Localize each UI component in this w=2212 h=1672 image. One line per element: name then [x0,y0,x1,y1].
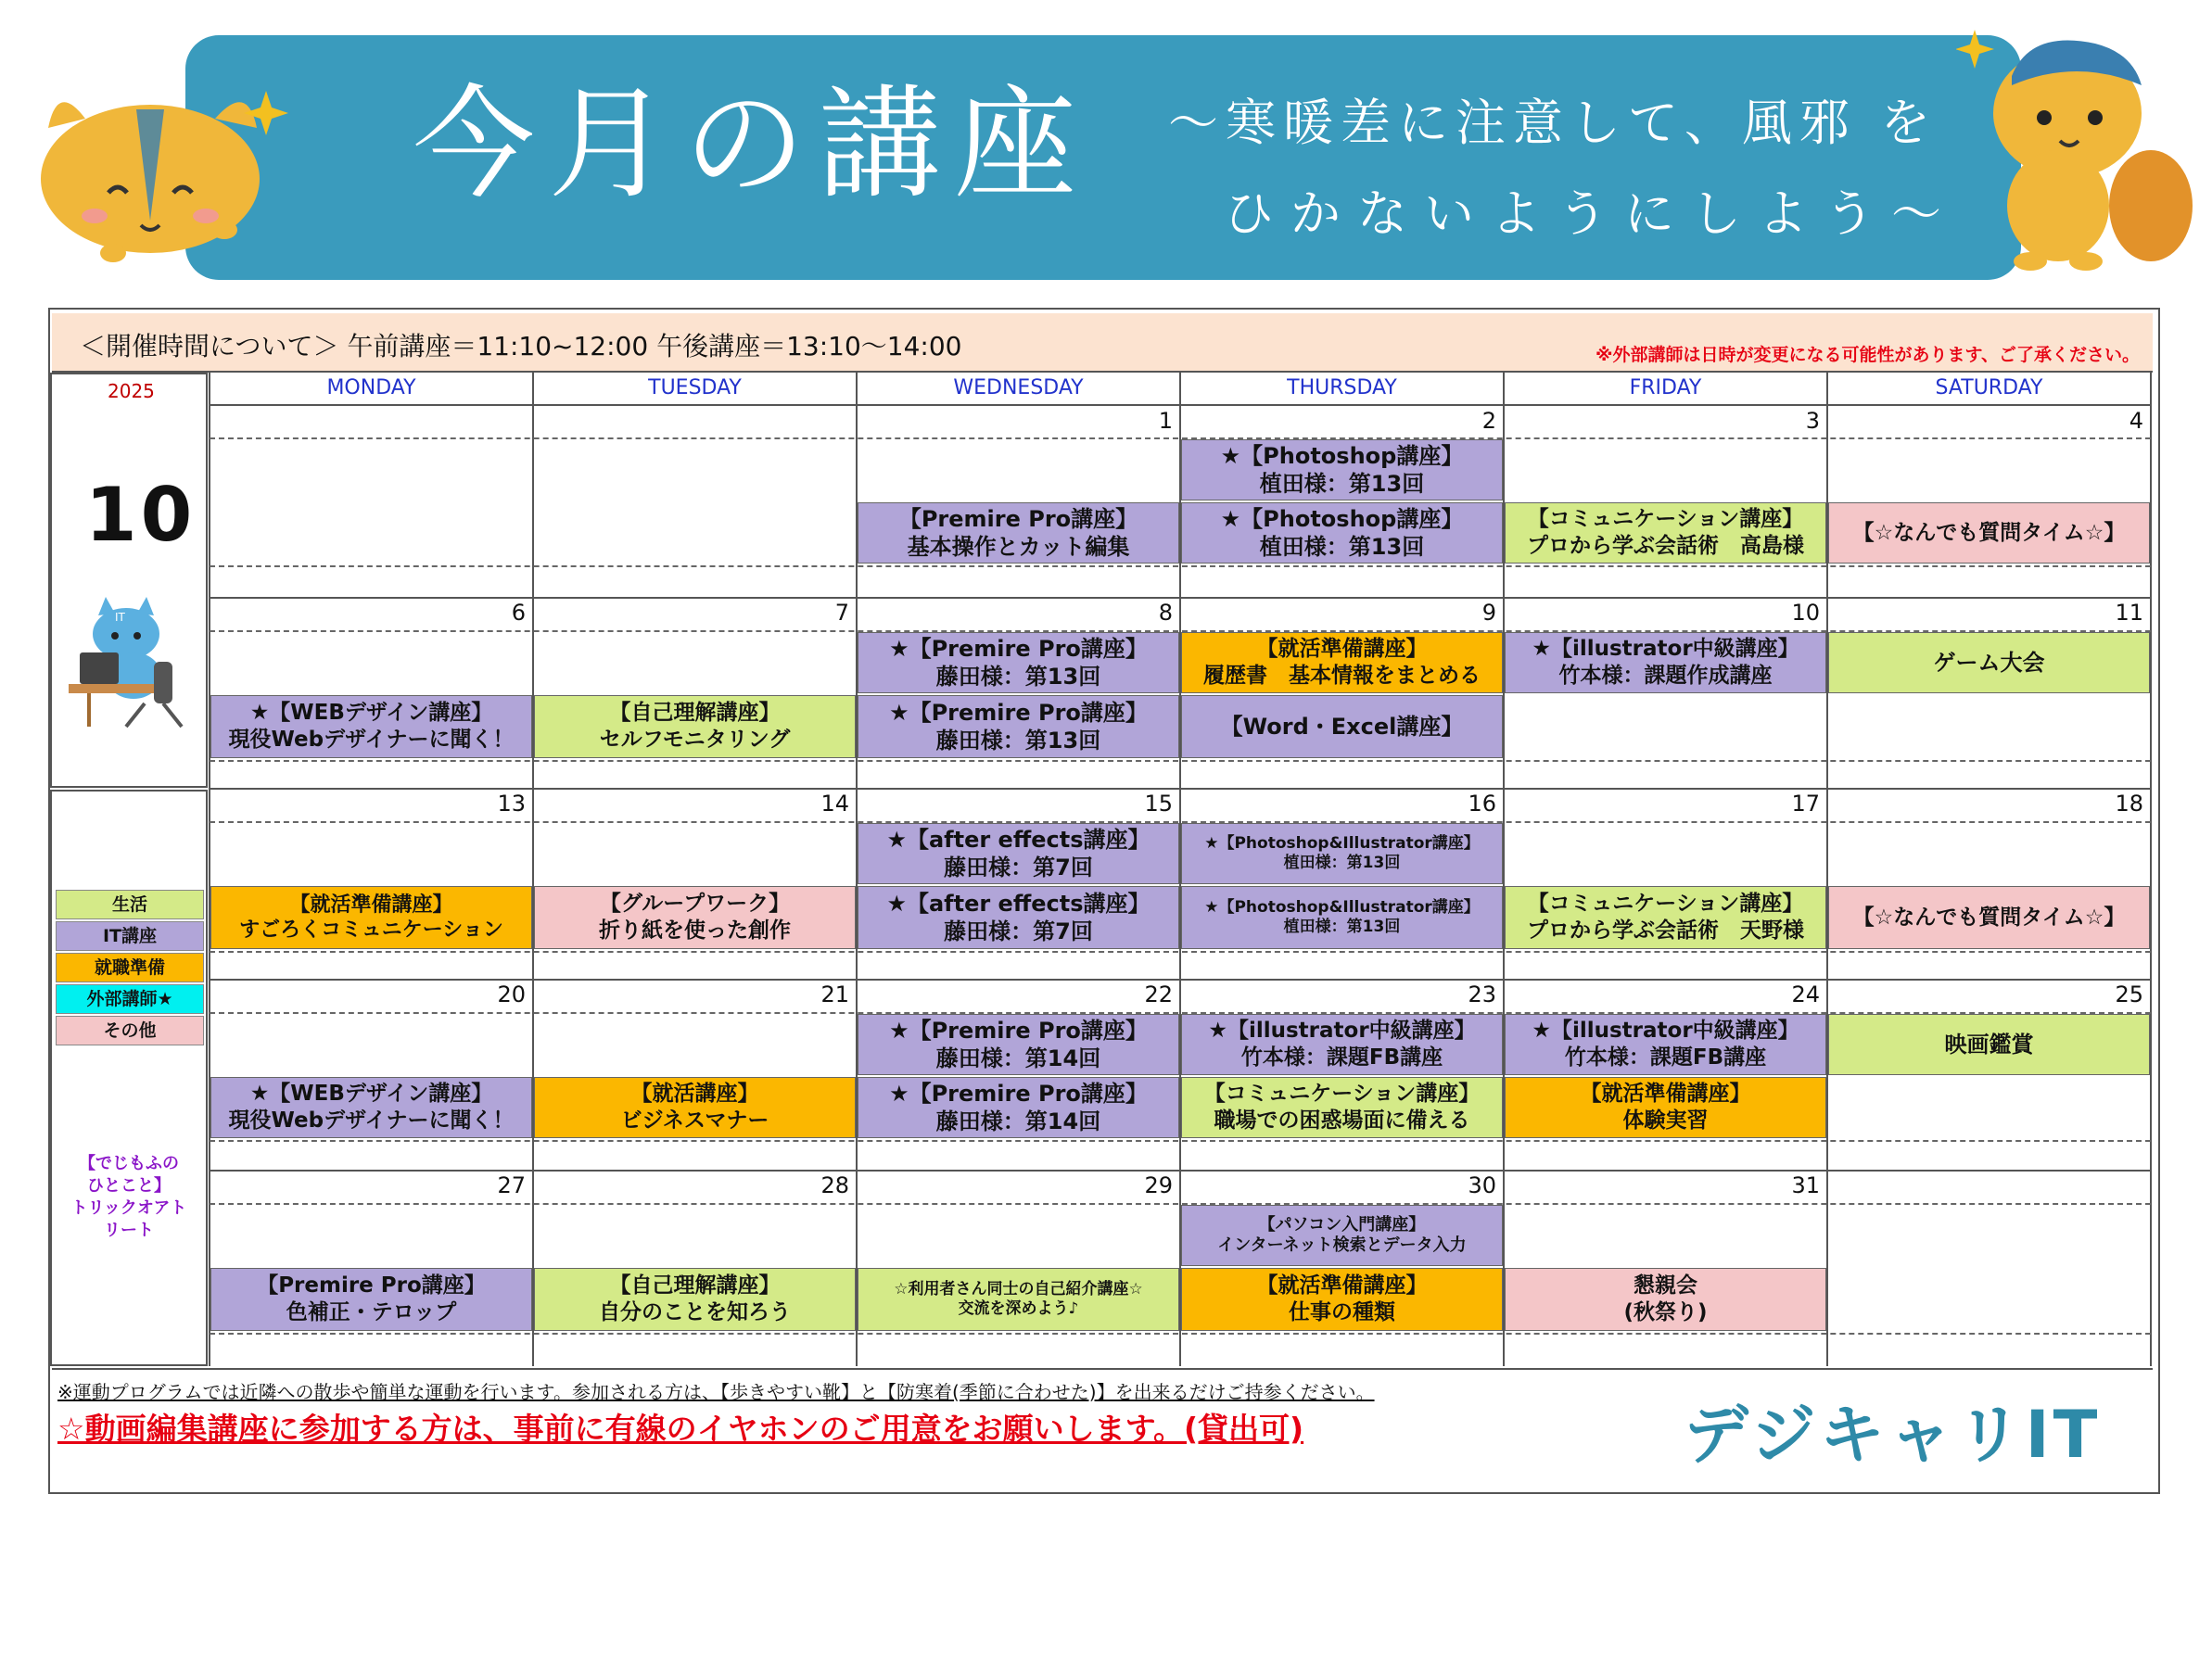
grid-line [210,1333,2151,1335]
event-cell[interactable] [1505,886,1826,949]
event-cell[interactable] [1505,632,1826,693]
grid-line [210,788,2151,790]
hitokoto-line: トリックオアト [70,1198,187,1218]
date-number: 24 [1791,982,1820,1007]
event-detail: 竹本様：課題FB講座 [1240,1045,1443,1070]
event-detail: インターネット検索とデータ入力 [1217,1235,1467,1255]
event-cell[interactable] [858,502,1179,564]
external-lecturer-notice: ※外部講師は日時が変更になる可能性があります、ご了承ください。 [1595,345,2140,365]
weekday-saturday: SATURDAY [1935,376,2043,399]
event-cell[interactable] [858,1077,1179,1138]
event-detail: 現役Webデザイナーに聞く！ [228,1108,515,1133]
event-title: 懇親会 [1634,1273,1697,1298]
event-title: ★【WEBデザイン講座】 [249,1082,493,1107]
svg-text:IT: IT [115,611,125,624]
grid-line [2150,373,2152,1366]
grid-line [210,760,2151,762]
grid-line [210,1170,2151,1172]
event-title: 【グループワーク】 [599,892,791,917]
event-cell[interactable] [858,886,1179,949]
event-detail: (秋祭り) [1623,1300,1708,1324]
event-detail: 現役Webデザイナーに聞く！ [228,728,515,752]
event-detail: プロから学ぶ会話術 天野様 [1527,918,1804,943]
event-title: ★【after effects講座】 [886,827,1150,853]
date-number: 21 [820,982,849,1007]
event-cell[interactable] [1828,502,2150,564]
event-title: ★【Photoshop&Illustrator講座】 [1204,897,1480,917]
event-detail: 色補正・テロップ [286,1300,457,1324]
date-number: 13 [497,791,526,817]
legend-panel [50,790,208,1366]
event-cell[interactable] [534,695,856,758]
event-title: 【就活講座】 [630,1082,759,1107]
event-detail: 職場での困惑場面に備える [1214,1108,1470,1133]
event-title: 【☆なんでも質問タイム☆】 [1852,520,2126,545]
event-cell[interactable] [858,1268,1179,1331]
event-detail: 自分のことを知ろう [599,1300,791,1324]
event-detail: 藤田様：第13回 [935,728,1101,754]
event-detail: 交流を深めよう♪ [958,1299,1079,1318]
date-number: 9 [1481,600,1496,626]
event-detail: 折り紙を使った創作 [599,918,791,943]
event-title: 映画鑑賞 [1944,1032,2034,1058]
date-number: 8 [1158,600,1173,626]
event-title: 【☆なんでも質問タイム☆】 [1852,905,2126,930]
event-cell[interactable] [534,1268,856,1331]
event-cell[interactable] [1181,1268,1503,1331]
event-title: ★【Premire Pro講座】 [889,1018,1148,1044]
date-number: 1 [1158,408,1173,434]
cat-with-laptop-icon [61,597,200,736]
event-cell[interactable] [1828,632,2150,693]
date-number: 18 [2115,791,2143,817]
event-cell[interactable] [534,886,856,949]
event-detail: 履歴書 基本情報をまとめる [1203,664,1481,688]
event-title: ★【Photoshop講座】 [1220,506,1464,532]
event-title: ★【illustrator中級講座】 [1532,637,1799,662]
weekday-wednesday: WEDNESDAY [953,376,1084,399]
event-title: ゲーム大会 [1933,650,2045,676]
squirrel-mascot-right-icon [1956,11,2197,280]
weekday-tuesday: TUESDAY [648,376,742,399]
grid-line [209,373,210,1366]
squirrel-mascot-left-icon [20,54,299,285]
banner-subtitle-line1: ～寒暖差に注意して、風邪 を [1168,94,1939,152]
event-title: 【Premire Pro講座】 [257,1273,486,1298]
event-title: 【就活準備講座】 [1580,1082,1751,1107]
date-number: 28 [820,1172,849,1198]
event-title: ★【illustrator中級講座】 [1532,1019,1799,1044]
weekday-friday: FRIDAY [1629,376,1702,399]
event-title: ★【Premire Pro講座】 [889,636,1148,662]
event-cell[interactable] [1505,1268,1826,1331]
event-title: 【Premire Pro講座】 [898,506,1138,532]
event-title: 【就活準備講座】 [289,893,453,917]
event-detail: 藤田様：第14回 [935,1108,1101,1134]
event-cell[interactable] [1181,632,1503,693]
event-detail: 植田様：第13回 [1283,918,1401,936]
event-cell[interactable] [1505,502,1826,564]
event-cell[interactable] [534,1077,856,1138]
schedule-header [52,313,2153,373]
brand-logo: デジキャリIT [1684,1397,2102,1473]
event-cell[interactable] [210,695,532,758]
event-detail: 植田様：第13回 [1283,854,1401,872]
event-title: ★【Premire Pro講座】 [889,700,1148,726]
event-title: ★【Photoshop&Illustrator講座】 [1204,833,1480,853]
event-detail: 基本操作とカット編集 [907,534,1130,560]
event-title: 【パソコン入門講座】 [1258,1214,1426,1235]
event-detail: すごろくコミュニケーション [239,918,503,942]
event-detail: 藤田様：第14回 [935,1045,1101,1071]
grid-line [210,1140,2151,1142]
event-cell[interactable] [1181,886,1503,949]
date-number: 22 [1144,982,1173,1007]
event-cell[interactable] [210,1268,532,1331]
event-title: 【Word・Excel講座】 [1220,714,1464,740]
page-title: 今月の講座 [413,73,1089,216]
event-detail: 竹本様：課題FB講座 [1564,1045,1767,1070]
event-detail: ビジネスマナー [620,1108,769,1133]
event-detail: 体験実習 [1622,1108,1709,1133]
date-number: 4 [2129,408,2143,434]
event-title: 【コミュニケーション講座】 [1527,507,1804,532]
date-number: 16 [1468,791,1496,817]
legend-other [56,1016,204,1045]
date-number: 15 [1144,791,1173,817]
event-title: ★【Premire Pro講座】 [889,1081,1148,1107]
grid-line [210,565,2151,567]
event-detail: 竹本様：課題作成講座 [1558,664,1773,688]
banner-subtitle-line2: ひかないようにしよう～ [1224,184,1958,243]
event-title: 【就活準備講座】 [1256,637,1428,662]
date-number: 31 [1791,1172,1820,1198]
event-cell[interactable] [1505,1014,1826,1075]
earphone-note: ☆動画編集講座に参加する方は、事前に有線のイヤホンのご用意をお願いします。(貸出可) [57,1411,1304,1447]
event-cell[interactable] [1181,439,1503,500]
event-cell[interactable] [210,886,532,949]
event-title: ★【WEBデザイン講座】 [249,701,493,726]
grid-line [210,821,2151,823]
event-detail: セルフモニタリング [599,728,791,752]
event-cell[interactable] [858,823,1179,884]
year-label: 2025 [108,380,155,402]
date-number: 30 [1468,1172,1496,1198]
event-title: ☆利用者さん同士の自己紹介講座☆ [894,1279,1143,1298]
exercise-program-note: ※運動プログラムでは近隣への散歩や簡単な運動を行います。参加される方は、【歩きやすい靴】と【防寒着(季節に合わせた)】を出来るだけご持参ください。 [57,1381,1375,1403]
date-number: 20 [497,982,526,1007]
event-detail: プロから学ぶ会話術 高島様 [1527,534,1804,558]
legend-job-label: 就職準備 [94,957,165,978]
legend-it-label: IT講座 [102,926,158,946]
event-cell[interactable] [1828,1014,2150,1075]
weekday-thursday: THURSDAY [1287,376,1397,399]
date-number: 2 [1481,408,1496,434]
event-detail: 植田様：第13回 [1259,534,1425,560]
weekday-monday: MONDAY [326,376,416,399]
grid-line [210,951,2151,953]
month-panel [50,373,208,788]
event-detail: 藤田様：第7回 [944,918,1093,944]
event-detail: 藤田様：第13回 [935,664,1101,690]
legend-other-label: その他 [103,1020,157,1041]
grid-line [532,373,534,1366]
grid-line [210,437,2151,439]
date-number: 25 [2115,982,2143,1007]
legend-life [56,890,204,919]
date-number: 10 [1791,600,1820,626]
legend-it [56,921,204,951]
event-title: 【コミュニケーション講座】 [1527,892,1804,917]
date-number: 17 [1791,791,1820,817]
event-cell[interactable] [1181,695,1503,758]
hitokoto-message [52,1153,206,1242]
month-number: 10 [85,472,197,558]
event-title: 【コミュニケーション講座】 [1203,1082,1481,1107]
legend-external [56,984,204,1014]
session-hours: ＜開催時間について＞ 午前講座＝11:10~12:00 午後講座＝13:10～14:00 [80,331,962,361]
event-title: ★【illustrator中級講座】 [1208,1019,1476,1044]
legend-external-label: 外部講師★ [86,989,173,1009]
date-number: 7 [834,600,849,626]
event-cell[interactable] [1505,1077,1826,1138]
event-cell[interactable] [1181,1205,1503,1266]
event-cell[interactable] [210,1077,532,1138]
grid-line [210,979,2151,981]
event-cell[interactable] [1828,886,2150,949]
hitokoto-line: 【でじもふの [79,1154,179,1173]
event-cell[interactable] [858,695,1179,758]
event-cell[interactable] [1181,502,1503,564]
grid-line [210,597,2151,599]
legend-life-label: 生活 [111,894,147,915]
event-title: 【自己理解講座】 [609,1273,781,1298]
event-detail: 仕事の種類 [1289,1300,1395,1324]
date-number: 14 [820,791,849,817]
hitokoto-line: リート [104,1221,154,1240]
event-cell[interactable] [1181,1014,1503,1075]
date-number: 27 [497,1172,526,1198]
event-title: ★【after effects講座】 [886,891,1150,917]
event-title: 【自己理解講座】 [609,701,781,726]
date-number: 29 [1144,1172,1173,1198]
footer-notes [52,1368,2153,1490]
legend-job [56,953,204,982]
grid-line [210,1203,2151,1205]
event-cell[interactable] [858,632,1179,693]
event-cell[interactable] [1181,1077,1503,1138]
date-number: 23 [1468,982,1496,1007]
event-title: ★【Photoshop講座】 [1220,443,1464,469]
hitokoto-line: ひとこと】 [87,1176,171,1196]
event-detail: 藤田様：第7回 [944,855,1093,880]
event-title: 【就活準備講座】 [1256,1273,1428,1298]
date-number: 6 [511,600,526,626]
event-cell[interactable] [858,1014,1179,1075]
date-number: 3 [1805,408,1820,434]
event-cell[interactable] [1181,823,1503,884]
date-number: 11 [2115,600,2143,626]
title-banner [185,35,2021,280]
event-detail: 植田様：第13回 [1259,471,1425,497]
